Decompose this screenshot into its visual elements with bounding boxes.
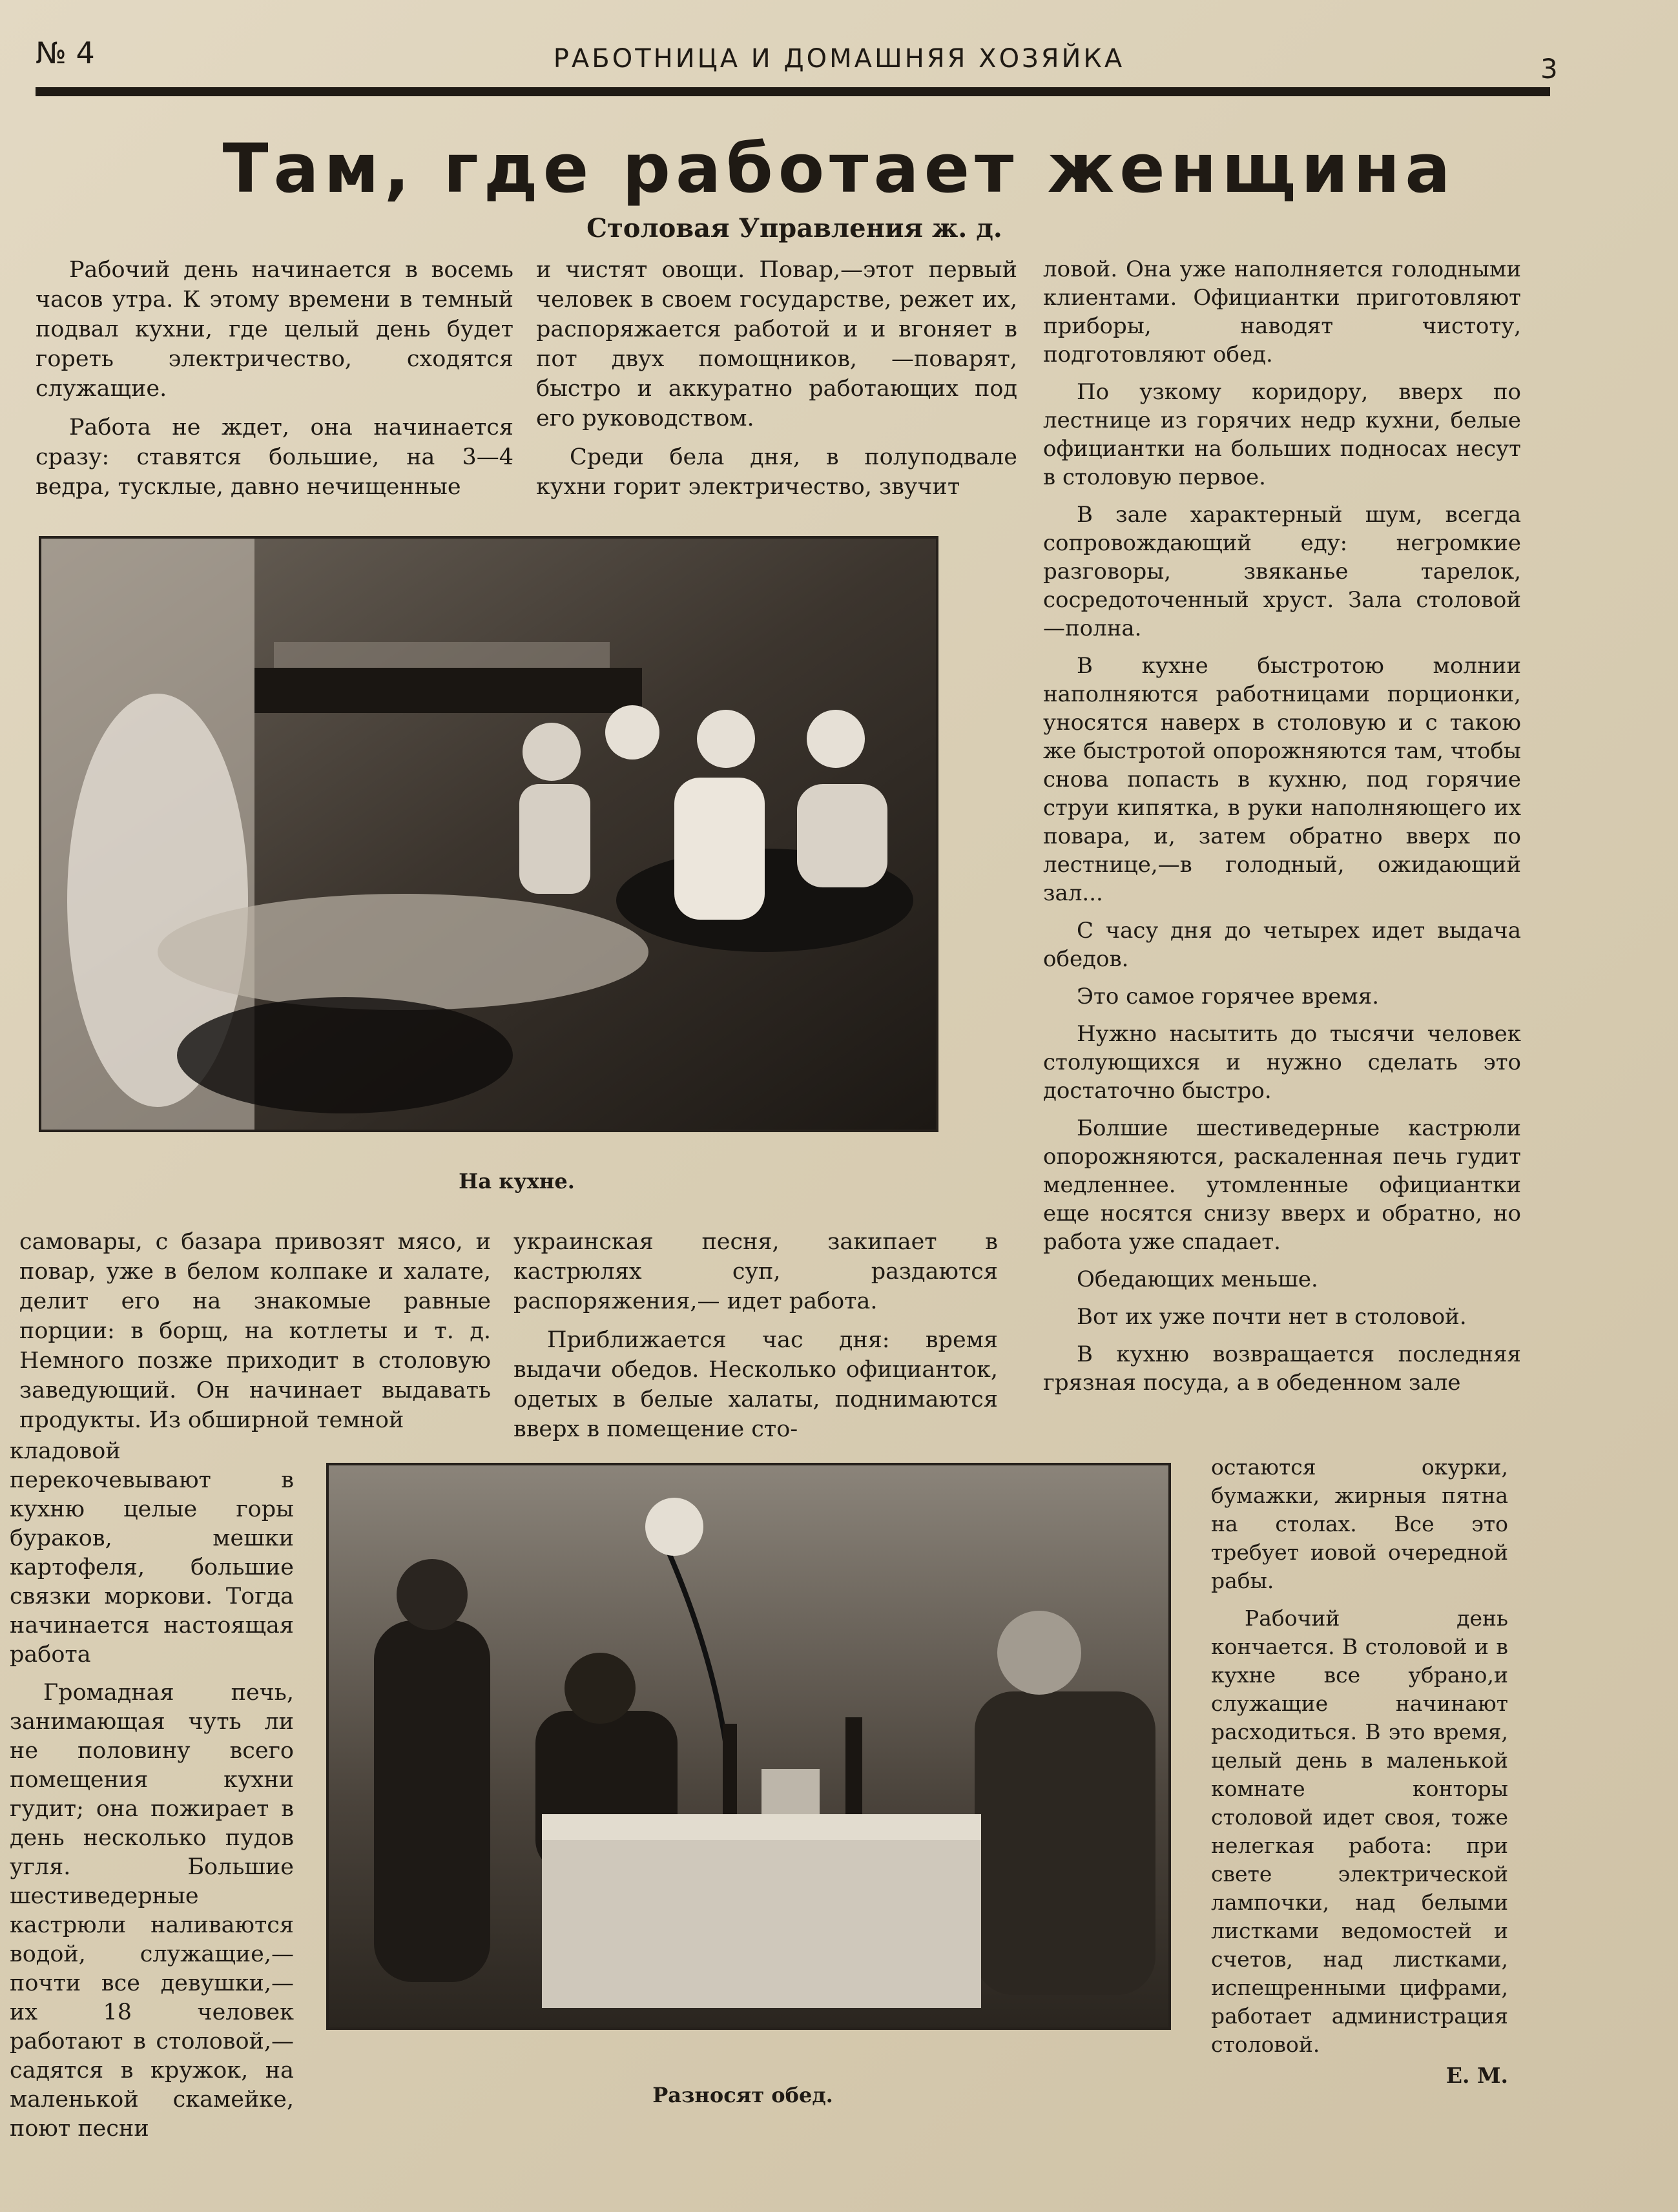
paragraph: украинская песня, закипает в кастрюлях суп, раздаются распоряжения,— идет работа.	[513, 1229, 998, 1314]
paragraph: В кухне быстротою молнии наполняются работницами порционки, уносятся наверх в столовую и с такою же быстротой опорожняются там, чтобы снова попасть в кухню, под горячие струи кипятка, в руки наполняющего их повара, и, затем обратно вверх по лестнице,—в голодный, ожидающий зал...	[1043, 653, 1521, 906]
column-4-narrow	[10, 1437, 294, 2144]
column-3	[1043, 255, 1521, 1397]
paragraph: кладовой перекочевывают в кухню целые горы бураков, мешки картофеля, большие связки моркови. Тогда начинается настоящая работа	[10, 1438, 294, 1668]
paragraph: Обедающих меньше.	[1077, 1266, 1318, 1292]
paragraph: ловой. Она уже наполняется голодными клиентами. Официантки приготовляют приборы, наводят чистоту, подготовляют обед.	[1043, 256, 1521, 367]
paragraph: Это самое горячее время.	[1077, 984, 1380, 1009]
paragraph: С часу дня до четырех идет выдача обедов.	[1043, 918, 1521, 972]
paragraph: Работа не ждет, она начинается сразу: ставятся большие, на 3—4 ведра, тусклые, давно нечищенные	[36, 415, 513, 500]
paragraph: Нужно насытить до тысячи человек столующихся и нужно сделать это достаточно быстро.	[1043, 1021, 1521, 1104]
paragraph: Рабочий день начинается в восемь часов утра. К этому времени в темный подвал кухни, где целый день будет гореть электричество, сходятся служащие.	[36, 257, 513, 402]
column-1	[36, 255, 513, 502]
paragraph: Рабочий день кончается. В столовой и в кухне все убрано,и служащие начинают расходиться. В это время, целый день в маленькой комнате конторы столовой идет своя, тоже нелегкая работа: при свете электрической лампочки, над белыми листками ведомостей и счетов, над листками, испещренными цифрами, работает администрация столовой.	[1211, 1606, 1508, 2057]
paragraph: Среди бела дня, в полуподвале кухни горит электричество, звучит	[536, 444, 1017, 500]
paragraph: Приближается час дня: время выдачи обедов. Несколько официанток, одетых в белые халаты, поднимаются вверх в помещение сто-	[513, 1327, 998, 1442]
column-5	[513, 1227, 998, 1444]
paragraph: В кухню возвращается последняя грязная посуда, а в обеденном зале	[1043, 1341, 1521, 1396]
column-4	[19, 1227, 491, 1435]
page-number: 3	[1540, 53, 1558, 85]
paragraph: Вот их уже почти нет в столовой.	[1077, 1304, 1467, 1330]
article-title: Там, где работает женщина	[222, 129, 1456, 208]
paragraph: Громадная печь, занимающая чуть ли не половину всего помещения кухни гудит; она пожирает в день несколько пудов угля. Большие шестиведерные кастрюли наливаются водой, служащие,—почти все девушки,—их 18 человек работают в столовой,—садятся в кружок, на маленькой скамейке, поют песни	[10, 1680, 294, 2142]
paragraph: В зале характерный шум, всегда сопровождающий еду: негромкие разговоры, звяканье тарелок, сосредоточенный хруст. Зала столовой—полна.	[1043, 502, 1521, 641]
issue-number: № 4	[36, 36, 95, 70]
kitchen-photo	[39, 536, 938, 1132]
dining-photo	[326, 1463, 1171, 2030]
header-rule	[36, 87, 1550, 96]
masthead: РАБОТНИЦА И ДОМАШНЯЯ ХОЗЯЙКА	[553, 44, 1125, 74]
paragraph: остаются окурки, бумажки, жирныя пятна на столах. Все это требует иовой очередной рабы.	[1211, 1454, 1508, 1593]
author-signature: Е. М.	[1445, 2063, 1508, 2088]
paragraph: Болшие шестиведерные кастрюли опорожняются, раскаленная печь гудит медленнее. утомленные официантки еще носятся снизу вверх и обратно, но работа уже спадает.	[1043, 1115, 1521, 1255]
column-2	[536, 255, 1017, 502]
paragraph: По узкому коридору, вверх по лестнице из горячих недр кухни, белые официантки на больших подносах несут в столовую первое.	[1043, 379, 1521, 490]
paragraph: и чистят овощи. Повар,—этот первый человек в своем государстве, режет их, распоряжается работой и и вгоняет в пот двух помощников, —поварят, быстро и аккуратно работающих под его руководством.	[536, 257, 1017, 431]
article-subtitle: Столовая Управления ж. д.	[586, 213, 1002, 243]
kitchen-photo-caption: На кухне.	[459, 1169, 575, 1194]
dining-photo-caption: Разносят обед.	[652, 2083, 833, 2107]
paragraph: самовары, с базара привозят мясо, и повар, уже в белом колпаке и халате, делит его на знакомые равные порции: в борщ, на котлеты и т. д. Немного позже приходит в столовую заведующий. Он начинает выдавать продукты. Из обширной темной	[19, 1229, 491, 1433]
column-3-continued	[1211, 1453, 1508, 2090]
